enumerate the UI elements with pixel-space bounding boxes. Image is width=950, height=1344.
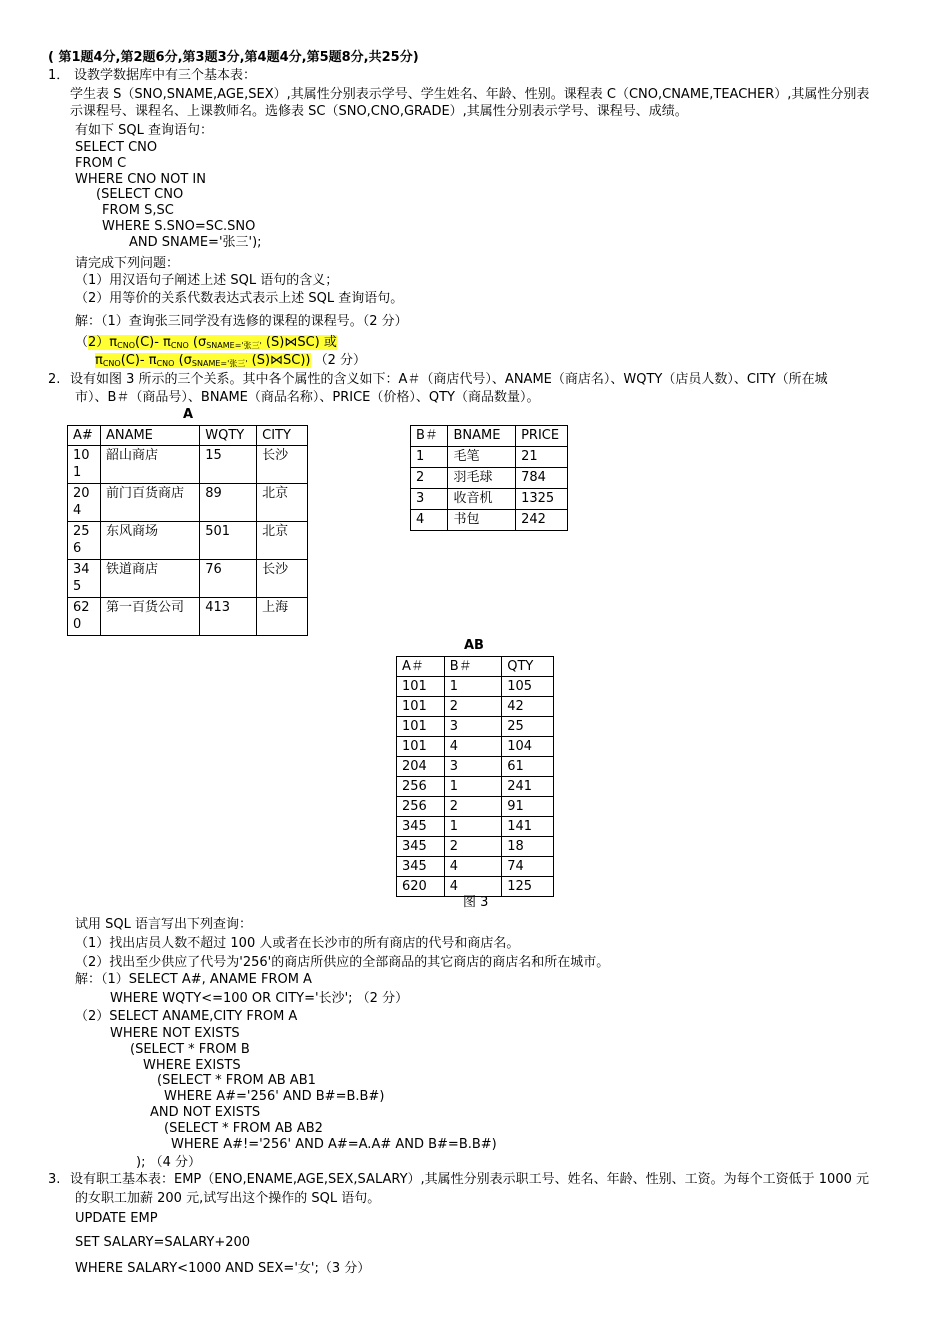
table-ab-cell: 101 — [397, 697, 445, 717]
table-ab-cell: 2 — [444, 697, 501, 717]
table-ab-cell: 2 — [444, 837, 501, 857]
q1-answer-2-score: （2 分） — [314, 353, 367, 368]
table-b-cell: 羽毛球 — [448, 468, 516, 489]
table-row — [397, 737, 554, 757]
table-b-cell: 收音机 — [448, 489, 516, 510]
table-b-cell: 21 — [516, 447, 568, 468]
table-row — [397, 877, 554, 897]
table-ab-caption: AB — [464, 638, 484, 653]
table-a-cell: 韶山商店 — [100, 446, 199, 484]
table-b-cell: 书包 — [448, 510, 516, 531]
table-b-cell: 4 — [411, 510, 448, 531]
q2-answer-line: (SELECT * FROM AB AB2 — [164, 1121, 323, 1136]
q2-task-intro: 试用 SQL 语言写出下列查询： — [75, 917, 252, 932]
q1-task: （2）用等价的关系代数表达式表示上述 SQL 查询语句。 — [75, 291, 404, 306]
table-b-header: B＃ — [411, 426, 448, 447]
q1-sql-line: (SELECT CNO — [96, 187, 184, 202]
table-row — [68, 598, 308, 636]
q1-answer-2-line2 — [95, 353, 366, 369]
table-a-cell: 15 — [200, 446, 257, 484]
table-a-cell: 76 — [200, 560, 257, 598]
q3-desc-line2: 的女职工加薪 200 元,试写出这个操作的 SQL 语句。 — [75, 1191, 381, 1206]
table-a-cell: 62 0 — [68, 598, 101, 636]
table-ab — [396, 656, 554, 897]
table-ab-cell: 3 — [444, 757, 501, 777]
table-ab-cell: 42 — [502, 697, 554, 717]
table-ab-cell: 101 — [397, 737, 445, 757]
q2-answer-line: (SELECT * FROM AB AB1 — [157, 1073, 316, 1088]
q2-answer-line: AND NOT EXISTS — [150, 1105, 261, 1120]
table-a-cell: 铁道商店 — [100, 560, 199, 598]
table-row — [397, 837, 554, 857]
table-ab-cell: 1 — [444, 817, 501, 837]
q1-algebra-expression-1: $2)\pi_{CNO}(C)-$ $\pi_{CNO}$ ($\sigma_{SNAME='张三'}$ (S)⋈SC) 或 — [88, 335, 337, 350]
q2-answer-line: WHERE A#='256' AND B#=B.B#) — [164, 1089, 385, 1104]
page-header: ( 第1题4分,第2题6分,第3题3分,第4题4分,第5题8分,共25分) — [48, 50, 419, 65]
q1-answer-1: 解：（1）查询张三同学没有选修的课程的课程号。（2 分） — [75, 314, 408, 329]
table-a-cell: 第一百货公司 — [100, 598, 199, 636]
q1-algebra-expression-2: $\pi_{CNO}(C)-$ $\pi_{CNO}$ ($\sigma_{SNAME='张三'}$ (S)⋈SC)) — [95, 353, 311, 368]
table-ab-cell: 256 — [397, 777, 445, 797]
q3-answer-line: WHERE SALARY<1000 AND SEX='女';（3 分） — [75, 1261, 371, 1276]
table-row — [397, 697, 554, 717]
table-a-cell: 89 — [200, 484, 257, 522]
table-a-cell: 北京 — [257, 484, 308, 522]
table-ab-cell: 4 — [444, 877, 501, 897]
table-row — [411, 447, 568, 468]
q1-sql-intro: 有如下 SQL 查询语句： — [75, 123, 213, 138]
table-a-caption: A — [183, 407, 194, 422]
q2-task: （1）找出店员人数不超过 100 人或者在长沙市的所有商店的代号和商店名。 — [75, 936, 520, 951]
table-row — [411, 510, 568, 531]
table-ab-cell: 105 — [502, 677, 554, 697]
q1-sql-line: AND SNAME='张三'); — [129, 235, 262, 250]
table-a-cell: 长沙 — [257, 560, 308, 598]
table-row — [397, 677, 554, 697]
table-row — [397, 757, 554, 777]
table-row — [397, 817, 554, 837]
table-a-header: ANAME — [100, 426, 199, 446]
q1-task-intro: 请完成下列问题： — [75, 256, 180, 271]
table-row — [397, 797, 554, 817]
q1-desc-line1: 学生表 S（SNO,SNAME,AGE,SEX）,其属性分别表示学号、学生姓名、年龄、性别。课程表 C（CNO,CNAME,TEACHER）,其属性分别表 — [70, 87, 870, 102]
table-b-header: PRICE — [516, 426, 568, 447]
table-a-cell: 20 4 — [68, 484, 101, 522]
table-ab-header: B＃ — [444, 657, 501, 677]
table-row — [68, 522, 308, 560]
table-ab-cell: 256 — [397, 797, 445, 817]
q1-answer-2-prefix: （ — [75, 335, 89, 350]
table-a-header: CITY — [257, 426, 308, 446]
table-ab-cell: 204 — [397, 757, 445, 777]
q2-number: 2. — [48, 372, 61, 387]
q2-answer-line: 解：（1）SELECT A#, ANAME FROM A — [75, 972, 312, 987]
table-a-cell: 34 5 — [68, 560, 101, 598]
q1-desc-line2: 示课程号、课程名、上课教师名。选修表 SC（SNO,CNO,GRADE）,其属性分别表示学号、课程号、成绩。 — [70, 104, 688, 119]
table-ab-cell: 4 — [444, 857, 501, 877]
table-ab-cell: 3 — [444, 717, 501, 737]
table-ab-cell: 101 — [397, 677, 445, 697]
table-ab-header-row — [397, 657, 554, 677]
table-ab-cell: 18 — [502, 837, 554, 857]
table-ab-cell: 104 — [502, 737, 554, 757]
table-b-cell: 2 — [411, 468, 448, 489]
table-ab-cell: 141 — [502, 817, 554, 837]
q1-sql-line: FROM S,SC — [102, 203, 174, 218]
table-row — [397, 717, 554, 737]
q2-answer-line: （2）SELECT ANAME,CITY FROM A — [75, 1009, 298, 1024]
table-ab-cell: 101 — [397, 717, 445, 737]
q2-answer-line: WHERE WQTY<=100 OR CITY='长沙'; （2 分） — [110, 991, 409, 1006]
q1-answer-2-line1 — [75, 335, 337, 351]
table-ab-cell: 345 — [397, 857, 445, 877]
table-b — [410, 425, 568, 531]
table-b-cell: 毛笔 — [448, 447, 516, 468]
table-row — [411, 489, 568, 510]
table-b-header: BNAME — [448, 426, 516, 447]
table-a-cell: 10 1 — [68, 446, 101, 484]
table-a — [67, 425, 308, 636]
q3-answer-line: UPDATE EMP — [75, 1211, 158, 1226]
q3-desc-line1: 设有职工基本表：EMP（ENO,ENAME,AGE,SEX,SALARY）,其属性分别表示职工号、姓名、年龄、性别、工资。为每个工资低于 1000 元 — [70, 1172, 869, 1187]
q3-number: 3. — [48, 1172, 61, 1187]
table-b-cell: 784 — [516, 468, 568, 489]
q2-task: （2）找出至少供应了代号为'256'的商店所供应的全部商品的其它商店的商店名和所在城市。 — [75, 955, 610, 970]
table-ab-cell: 1 — [444, 677, 501, 697]
table-a-cell: 413 — [200, 598, 257, 636]
table-b-header-row — [411, 426, 568, 447]
q2-answer-line: WHERE A#!='256' AND A#=A.A# AND B#=B.B#) — [171, 1137, 497, 1152]
table-ab-cell: 1 — [444, 777, 501, 797]
table-ab-cell: 125 — [502, 877, 554, 897]
table-ab-cell: 25 — [502, 717, 554, 737]
table-a-header: A# — [68, 426, 101, 446]
table-a-header-row — [68, 426, 308, 446]
table-ab-cell: 4 — [444, 737, 501, 757]
q2-answer-line: ); （4 分） — [136, 1155, 201, 1170]
table-b-cell: 3 — [411, 489, 448, 510]
table-b-cell: 242 — [516, 510, 568, 531]
q1-intro: 设教学数据库中有三个基本表： — [74, 68, 257, 83]
table-ab-cell: 620 — [397, 877, 445, 897]
q1-sql-line: SELECT CNO — [75, 140, 158, 155]
q2-answer-line: WHERE EXISTS — [143, 1058, 241, 1073]
q2-desc-line2: 市）、B＃（商品号）、BNAME（商品名称）、PRICE（价格）、QTY（商品数量）。 — [75, 390, 540, 405]
q2-answer-line: (SELECT * FROM B — [130, 1042, 250, 1057]
table-b-cell: 1325 — [516, 489, 568, 510]
q2-desc-line1: 设有如图 3 所示的三个关系。其中各个属性的含义如下：A＃（商店代号）、ANAME（商店名）、WQTY（店员人数）、CITY（所在城 — [70, 372, 828, 387]
table-row — [397, 857, 554, 877]
q1-sql-line: WHERE CNO NOT IN — [75, 172, 206, 187]
table-a-cell: 东风商场 — [100, 522, 199, 560]
q2-answer-line: WHERE NOT EXISTS — [110, 1026, 240, 1041]
table-ab-cell: 345 — [397, 817, 445, 837]
figure-label: 图 3 — [463, 895, 489, 910]
table-a-cell: 501 — [200, 522, 257, 560]
table-ab-cell: 61 — [502, 757, 554, 777]
table-ab-header: A＃ — [397, 657, 445, 677]
table-ab-cell: 345 — [397, 837, 445, 857]
table-ab-header: QTY — [502, 657, 554, 677]
q1-task: （1）用汉语句子阐述上述 SQL 语句的含义； — [75, 273, 339, 288]
table-ab-cell: 241 — [502, 777, 554, 797]
table-ab-cell: 91 — [502, 797, 554, 817]
table-ab-cell: 2 — [444, 797, 501, 817]
table-a-cell: 长沙 — [257, 446, 308, 484]
table-ab-cell: 74 — [502, 857, 554, 877]
table-a-cell: 上海 — [257, 598, 308, 636]
table-row — [68, 560, 308, 598]
table-row — [397, 777, 554, 797]
table-row — [411, 468, 568, 489]
q1-number: 1． — [48, 68, 70, 83]
table-row — [68, 484, 308, 522]
table-a-header: WQTY — [200, 426, 257, 446]
q1-sql-line: FROM C — [75, 156, 127, 171]
table-a-cell: 前门百货商店 — [100, 484, 199, 522]
table-row — [68, 446, 308, 484]
q1-sql-line: WHERE S.SNO=SC.SNO — [102, 219, 256, 234]
table-a-cell: 25 6 — [68, 522, 101, 560]
q3-answer-line: SET SALARY=SALARY+200 — [75, 1235, 251, 1250]
table-a-cell: 北京 — [257, 522, 308, 560]
table-b-cell: 1 — [411, 447, 448, 468]
